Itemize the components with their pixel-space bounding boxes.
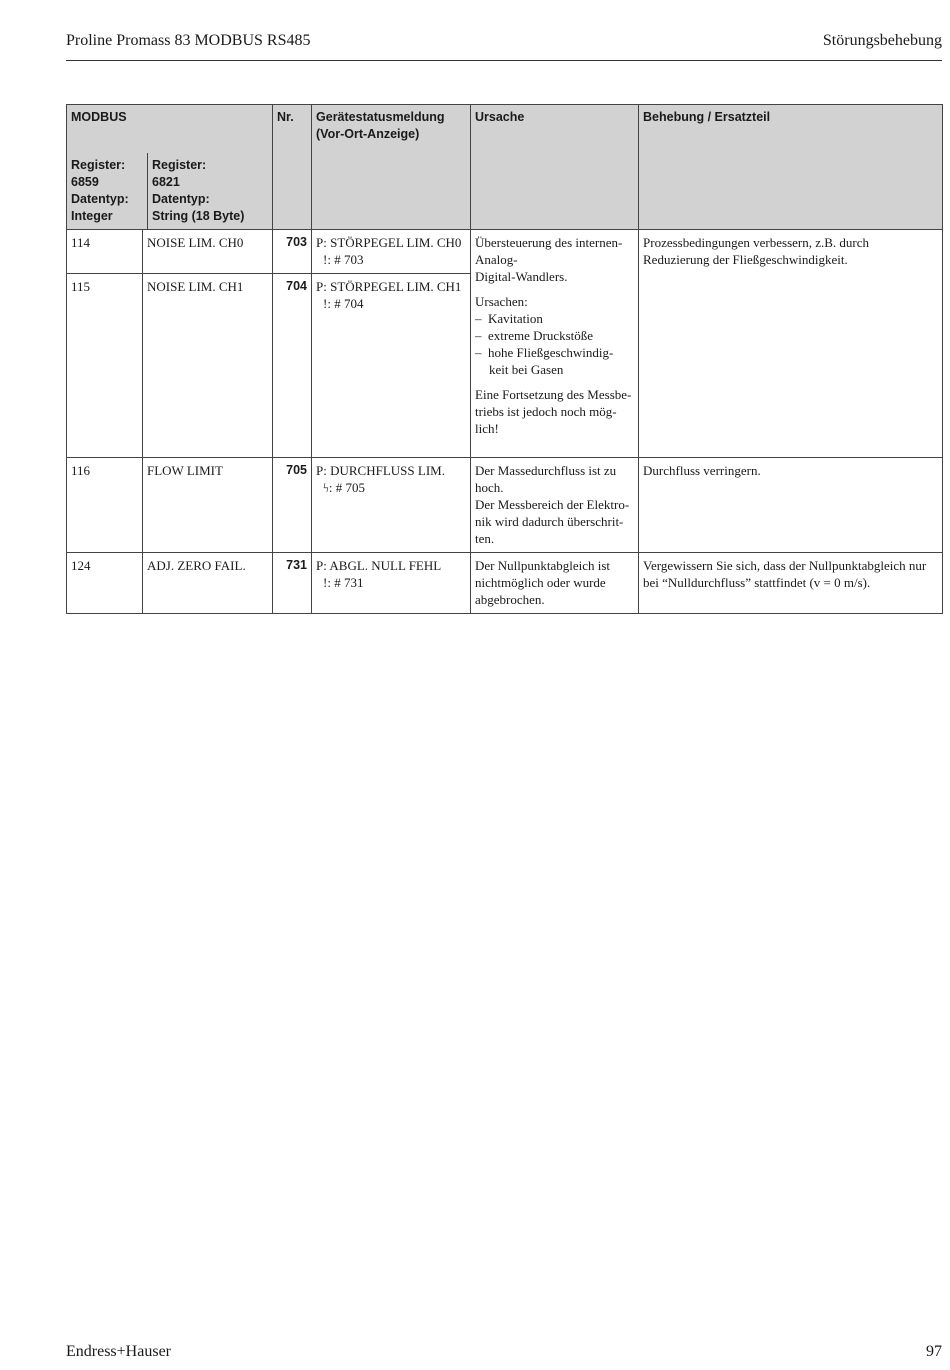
cell-register-integer: 124 bbox=[67, 553, 143, 614]
cell-remedy-noise: Prozessbedingungen verbessern, z.B. durch Reduzierung der Fließgeschwindigkeit. bbox=[639, 230, 943, 458]
cell-cause-noise: Übersteuerung des internen- Analog- Digital-Wandlers. Ursachen: – Kavitation – extreme Druckstöße – hohe Fließgeschwindig- keit bei Gasen Eine Fortsetzung des Messbe- triebs ist jedoch noch mög- lich! bbox=[471, 230, 639, 458]
table-row bbox=[67, 230, 943, 274]
cell-register-string: FLOW LIMIT bbox=[143, 458, 273, 553]
table-row bbox=[67, 553, 943, 614]
table-header-row bbox=[67, 105, 943, 230]
table-row bbox=[67, 458, 943, 553]
list-item: – extreme Druckstöße bbox=[475, 328, 594, 343]
cell-remedy: Vergewissern Sie sich, dass der Nullpunktabgleich nur bei “Nulldurchfluss” stattfindet (v = 0 m/s). bbox=[639, 553, 943, 614]
header-modbus bbox=[67, 105, 273, 230]
cell-message: P: ABGL. NULL FEHL !: # 731 bbox=[312, 553, 471, 614]
cell-nr: 731 bbox=[273, 553, 312, 614]
cell-register-string: ADJ. ZERO FAIL. bbox=[143, 553, 273, 614]
section-title: Störungsbehebung bbox=[822, 32, 942, 49]
header-register-string: Register: 6821 Datentyp: String (18 Byte) bbox=[147, 153, 272, 229]
brand-name: Endress+Hauser bbox=[66, 1343, 171, 1360]
cell-message: P: DURCHFLUSS LIM. ϟ: # 705 bbox=[312, 458, 471, 553]
cell-message: P: STÖRPEGEL LIM. CH0 !: # 703 bbox=[312, 230, 471, 274]
cell-register-integer: 115 bbox=[67, 274, 143, 458]
page-header bbox=[66, 30, 942, 61]
cell-register-string: NOISE LIM. CH1 bbox=[143, 274, 273, 458]
cell-register-integer: 114 bbox=[67, 230, 143, 274]
cell-cause: Der Massedurchfluss ist zu hoch. Der Messbereich der Elektro- nik wird dadurch überschrit- ten. bbox=[471, 458, 639, 553]
header-remedy: Behebung / Ersatzteil bbox=[639, 105, 943, 230]
page-number: 97 bbox=[926, 1343, 942, 1360]
cell-nr: 705 bbox=[273, 458, 312, 553]
cell-nr: 703 bbox=[273, 230, 312, 274]
cell-message: P: STÖRPEGEL LIM. CH1 !: # 704 bbox=[312, 274, 471, 458]
modbus-label: MODBUS bbox=[71, 110, 127, 124]
cell-register-integer: 116 bbox=[67, 458, 143, 553]
status-message-table bbox=[66, 104, 943, 614]
cell-remedy: Durchfluss verringern. bbox=[639, 458, 943, 553]
header-nr: Nr. bbox=[273, 105, 312, 230]
document-title: Proline Promass 83 MODBUS RS485 bbox=[66, 32, 311, 49]
cell-register-string: NOISE LIM. CH0 bbox=[143, 230, 273, 274]
cell-cause: Der Nullpunktabgleich ist nichtmöglich oder wurde abgebrochen. bbox=[471, 553, 639, 614]
header-cause: Ursache bbox=[471, 105, 639, 230]
header-register-integer: Register: 6859 Datentyp: Integer bbox=[71, 158, 129, 223]
list-item: – hohe Fließgeschwindig- bbox=[475, 345, 614, 360]
list-item: – Kavitation bbox=[475, 311, 543, 326]
header-message: Gerätestatusmeldung (Vor-Ort-Anzeige) bbox=[312, 105, 471, 230]
cell-nr: 704 bbox=[273, 274, 312, 458]
